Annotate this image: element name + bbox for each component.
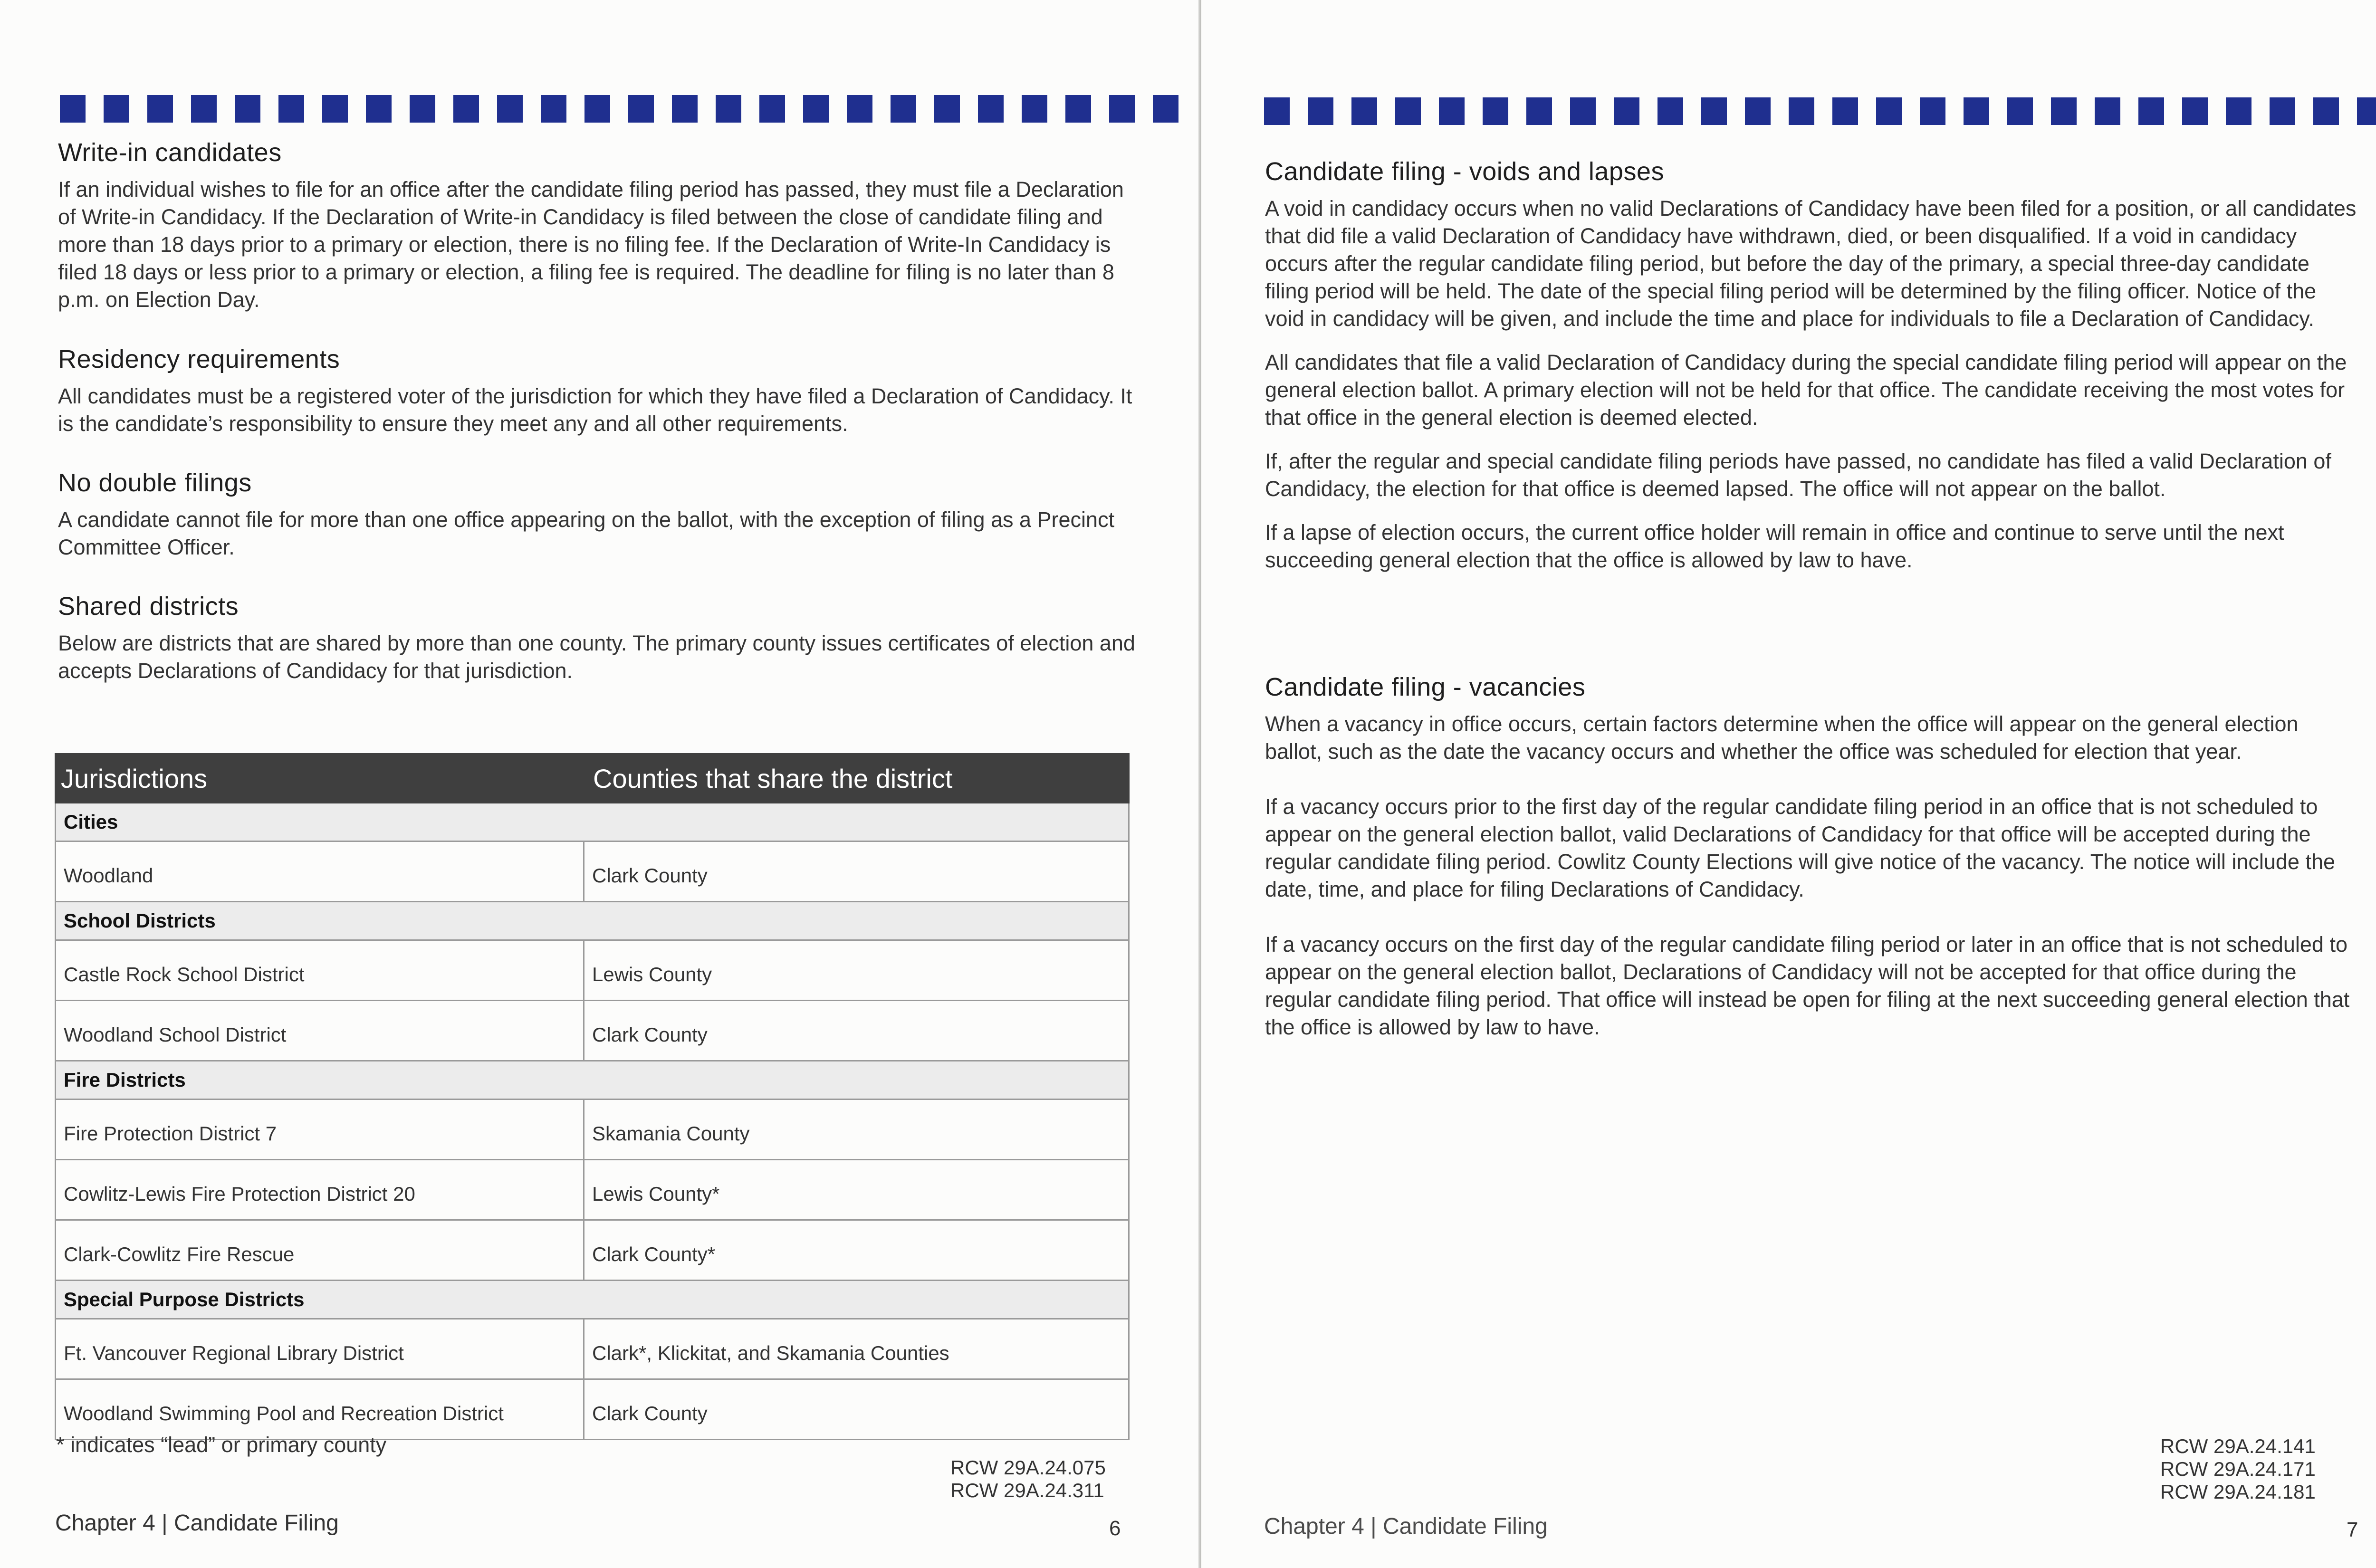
jurisdiction-cell: Woodland Swimming Pool and Recreation District: [56, 1379, 584, 1440]
lead-county-footnote: * indicates “lead” or primary county: [56, 1433, 387, 1457]
county-cell: Lewis County*: [584, 1160, 1129, 1220]
table-row: [56, 1001, 1129, 1061]
section-paragraph: When a vacancy in office occurs, certain factors determine when the office will appear on the general election ballot, such as the date the vacancy occurs and whether the office was scheduled for election that year.: [1265, 712, 2299, 764]
rcw-citation: RCW 29A.24.181: [2160, 1481, 2316, 1503]
section-paragraph: A candidate cannot file for more than one office appearing on the ballot, with the exception of filing as a Precinct Committee Officer.: [58, 507, 1115, 559]
table-row: [56, 1160, 1129, 1220]
section-heading: Write-in candidates: [58, 138, 282, 167]
rcw-citations: [950, 1456, 1106, 1502]
table-row: [56, 940, 1129, 1001]
category-row: [56, 902, 1129, 940]
section-heading: Candidate filing - voids and lapses: [1265, 157, 1664, 186]
decorative-dash-bar: [1264, 97, 2376, 125]
county-cell: Skamania County: [584, 1100, 1129, 1160]
section-voids-lapses: [1265, 157, 2358, 590]
section-shared-districts: [58, 592, 1137, 701]
section-paragraph: All candidates must be a registered voter of the jurisdiction for which they have filed a Declaration of Candidacy. It is the candidate’s responsibility to ensure they meet any and all other requirements.: [58, 384, 1132, 436]
section-paragraph: If an individual wishes to file for an office after the candidate filing period has passed, they must file a Declaration of Write-in Candidacy. If the Declaration of Write-in Candidacy is filed between the close of candidate filing and more than 18 days prior to a primary or election, there is no filing fee. If the Declaration of Write-In Candidacy is filed 18 days or less prior to a primary or election, a filing fee is required. The deadline for filing is no later than 8 p.m. on Election Day.: [58, 177, 1124, 312]
chapter-footer: Chapter 4 | Candidate Filing: [55, 1511, 339, 1536]
table-row: [56, 1100, 1129, 1160]
category-label: Special Purpose Districts: [56, 1281, 1129, 1319]
section-heading: Residency requirements: [58, 345, 340, 373]
section-paragraph: If, after the regular and special candidate filing periods have passed, no candidate has filed a valid Declaration of Candidacy, the election for that office is deemed lapsed. The office will not appear on the ballot.: [1265, 449, 2331, 501]
jurisdiction-cell: Clark-Cowlitz Fire Rescue: [56, 1220, 584, 1281]
jurisdiction-cell: Woodland School District: [56, 1001, 584, 1061]
section-double-filings: [58, 468, 1137, 577]
section-paragraph: All candidates that file a valid Declaration of Candidacy during the special candidate filing period will appear on the general election ballot. A primary election will not be held for that office. The candidate receiving the most votes for that office in the general election is deemed elected.: [1265, 350, 2347, 430]
category-label: School Districts: [56, 902, 1129, 940]
section-heading: No double filings: [58, 468, 252, 497]
jurisdiction-cell: Cowlitz-Lewis Fire Protection District 20: [56, 1160, 584, 1220]
table-row: [56, 1220, 1129, 1281]
section-heading: Shared districts: [58, 592, 239, 621]
table-row: [56, 1319, 1129, 1379]
county-cell: Clark County: [584, 841, 1129, 902]
decorative-dash-bar: [60, 95, 1186, 123]
rcw-citation: RCW 29A.24.075: [950, 1456, 1106, 1479]
county-cell: Lewis County: [584, 940, 1129, 1001]
category-label: Cities: [56, 803, 1129, 841]
category-row: [56, 1061, 1129, 1100]
page-number: 7: [2347, 1518, 2358, 1541]
section-vacancies: [1265, 672, 2358, 1057]
rcw-citation: RCW 29A.24.311: [950, 1479, 1104, 1501]
category-row: [56, 1281, 1129, 1319]
section-residency: [58, 344, 1137, 454]
table-header-row: [56, 754, 1129, 803]
rcw-citation: RCW 29A.24.171: [2160, 1458, 2316, 1480]
county-cell: Clark County: [584, 1379, 1129, 1440]
section-paragraph: If a vacancy occurs on the first day of the regular candidate filing period or later in an office that is not scheduled to appear on the general election ballot, Declarations of Candidacy will not be accepted for that office during the regular candidate filing period. That office will instead be open for filing at the next succeeding general election that the office is allowed by law to have.: [1265, 932, 2350, 1039]
section-paragraph: If a vacancy occurs prior to the first day of the regular candidate filing period in an office that is not scheduled to appear on the general election ballot, valid Declarations of Candidacy for that office will be accepted during the regular candidate filing period. Cowlitz County Elections will give notice of the vacancy. The notice will include the date, time, and place for filing Declarations of Candidacy.: [1265, 794, 2336, 901]
table-row: [56, 1379, 1129, 1440]
jurisdiction-cell: Ft. Vancouver Regional Library District: [56, 1319, 584, 1379]
jurisdiction-cell: Fire Protection District 7: [56, 1100, 584, 1160]
county-cell: Clark County: [584, 1001, 1129, 1061]
right-page: [1201, 0, 2376, 1568]
section-write-in: [58, 138, 1137, 330]
category-label: Fire Districts: [56, 1061, 1129, 1100]
rcw-citation: RCW 29A.24.141: [2160, 1435, 2316, 1457]
jurisdiction-cell: Woodland: [56, 841, 584, 902]
shared-districts-table: [55, 753, 1130, 1440]
jurisdiction-cell: Castle Rock School District: [56, 940, 584, 1001]
county-cell: Clark County*: [584, 1220, 1129, 1281]
section-paragraph: A void in candidacy occurs when no valid Declarations of Candidacy have been filed for a position, or all candidates that did file a valid Declaration of Candidacy have withdrawn, died, or been disqualified. If a void in candidacy occurs after the regular candidate filing period, but before the day of the primary, a special three-day candidate filing period will be held. The date of the special filing period will be determined by the filing officer. Notice of the void in candidacy will be given, and include the time and place for individuals to file a Declaration of Candidacy.: [1265, 196, 2357, 331]
chapter-footer: Chapter 4 | Candidate Filing: [1264, 1514, 1548, 1539]
section-heading: Candidate filing - vacancies: [1265, 673, 1586, 701]
header-jurisdictions: Jurisdictions: [56, 754, 584, 803]
section-paragraph: Below are districts that are shared by more than one county. The primary county issues certificates of election and accepts Declarations of Candidacy for that jurisdiction.: [58, 631, 1135, 683]
header-counties: Counties that share the district: [584, 754, 1129, 803]
section-paragraph: If a lapse of election occurs, the current office holder will remain in office and continue to serve until the next succeeding general election that the office is allowed by law to have.: [1265, 520, 2284, 572]
table-row: [56, 841, 1129, 902]
page-number: 6: [1109, 1517, 1121, 1540]
rcw-citations: [2160, 1435, 2316, 1503]
category-row: [56, 803, 1129, 841]
county-cell: Clark*, Klickitat, and Skamania Counties: [584, 1319, 1129, 1379]
